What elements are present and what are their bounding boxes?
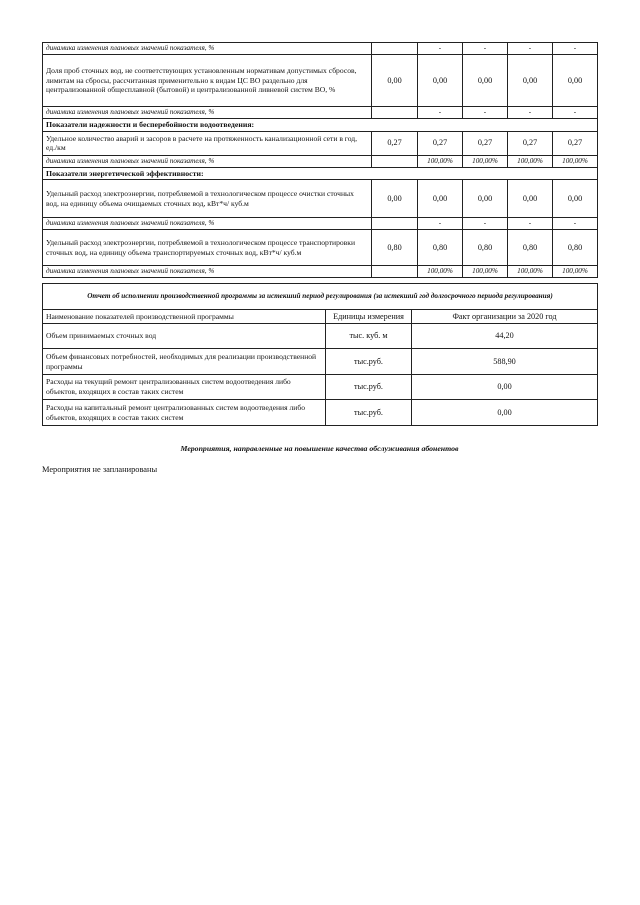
table-row [43,43,598,55]
cell-value: 0,00 [508,180,553,218]
cell-value: - [553,218,598,230]
cell-value: - [463,218,508,230]
cell-value: 0,80 [463,230,508,266]
cell-value: - [463,107,508,119]
row-label: динамика изменения плановых значений показателя, % [43,266,372,278]
row-label: Объем принимаемых сточных вод [43,324,326,349]
table-row [43,324,598,349]
cell-value: 0,00 [372,55,418,107]
cell-value: - [508,107,553,119]
cell-value: 100,00% [463,266,508,278]
cell-value: - [463,43,508,55]
report-caption-row [43,284,598,310]
cell-value: 0,00 [412,375,598,400]
indicators-table [42,42,598,278]
table-row [43,400,598,426]
cell-unit: тыс.руб. [326,400,412,426]
cell-value: - [508,218,553,230]
measures-title: Мероприятия, направленные на повышение качества обслуживания абонентов [180,444,459,453]
row-label: динамика изменения плановых значений показателя, % [43,43,372,55]
cell-unit: тыс.руб. [326,375,412,400]
table-row [43,180,598,218]
cell-value: 0,00 [418,180,463,218]
column-header-name: Наименование показателей производственной программы [43,310,326,324]
row-label: Удельный расход электроэнергии, потребляемой в технологическом процессе транспортировки сточных вод, на единицу объема транспортируемых сточных вод, кВт*ч/ куб.м [43,230,372,266]
section-title: Показатели надежности и бесперебойности водоотведения: [43,119,598,132]
cell-value: 0,80 [372,230,418,266]
row-label: Расходы на капитальный ремонт централизованных систем водоотведения либо объектов, входящих в состав таких систем [43,400,326,426]
cell-value: 0,27 [372,131,418,155]
table-row [43,230,598,266]
column-header-fact: Факт организации за 2020 год [412,310,598,324]
cell-value: - [553,107,598,119]
cell-unit: тыс. куб. м [326,324,412,349]
cell-value: 0,00 [508,55,553,107]
cell-unit: тыс.руб. [326,349,412,375]
table-row [43,266,598,278]
cell-value: 0,80 [553,230,598,266]
row-label: динамика изменения плановых значений показателя, % [43,218,372,230]
cell-value: 0,00 [418,55,463,107]
cell-value: 0,00 [463,180,508,218]
cell-value: 44,20 [412,324,598,349]
section-title: Показатели энергетической эффективности: [43,167,598,180]
cell-value: - [418,218,463,230]
cell-value: 0,27 [553,131,598,155]
cell-value: 100,00% [508,155,553,167]
row-label: динамика изменения плановых значений показателя, % [43,155,372,167]
cell-value: 100,00% [418,155,463,167]
row-label: динамика изменения плановых значений показателя, % [43,107,372,119]
cell-value: 100,00% [553,155,598,167]
section-header [43,167,598,180]
cell-value: 0,27 [418,131,463,155]
column-header-unit: Единицы измерения [326,310,412,324]
table-row [43,375,598,400]
table-row [43,218,598,230]
row-label: Доля проб сточных вод, не соответствующих установленным нормативам допустимых сбросов, лимитам на сбросы, рассчитанная применительно к видам ЦС ВО раздельно для централизованной общесплавной (бытовой) и централизованной ливневой систем ВО, % [43,55,372,107]
report-table [42,283,598,426]
table-row [43,131,598,155]
row-label: Объем финансовых потребностей, необходимых для реализации производственной программы [43,349,326,375]
row-label: Удельное количество аварий и засоров в расчете на протяженность канализационной сети в год, ед./км [43,131,372,155]
cell-value: 0,27 [508,131,553,155]
measures-text: Мероприятия не запланированы [42,465,158,474]
cell-value: 100,00% [553,266,598,278]
table-row [43,155,598,167]
row-label: Расходы на текущий ремонт централизованных систем водоотведения либо объектов, входящих в состав таких систем [43,375,326,400]
cell-value: 588,90 [412,349,598,375]
cell-value: 0,00 [463,55,508,107]
cell-value: 0,00 [553,180,598,218]
report-header-row [43,310,598,324]
cell-value: 0,00 [553,55,598,107]
cell-value: - [553,43,598,55]
cell-value: - [418,107,463,119]
report-caption: Отчет об исполнении производственной программы за истекший период регулирования (за истекший год долгосрочного периода регулирования) [43,284,598,310]
cell-value: 100,00% [463,155,508,167]
cell-value: 0,80 [418,230,463,266]
section-header [43,119,598,132]
table-row [43,349,598,375]
cell-value: 0,27 [463,131,508,155]
cell-value: - [418,43,463,55]
cell-value: 100,00% [418,266,463,278]
table-row [43,55,598,107]
cell-value: - [508,43,553,55]
cell-value: 0,00 [412,400,598,426]
row-label: Удельный расход электроэнергии, потребляемой в технологическом процессе очистки сточных вод, на единицу объема очищаемых сточных вод, кВт*ч/ куб.м [43,180,372,218]
cell-value: 0,80 [508,230,553,266]
cell-value: 100,00% [508,266,553,278]
table-row [43,107,598,119]
cell-value: 0,00 [372,180,418,218]
